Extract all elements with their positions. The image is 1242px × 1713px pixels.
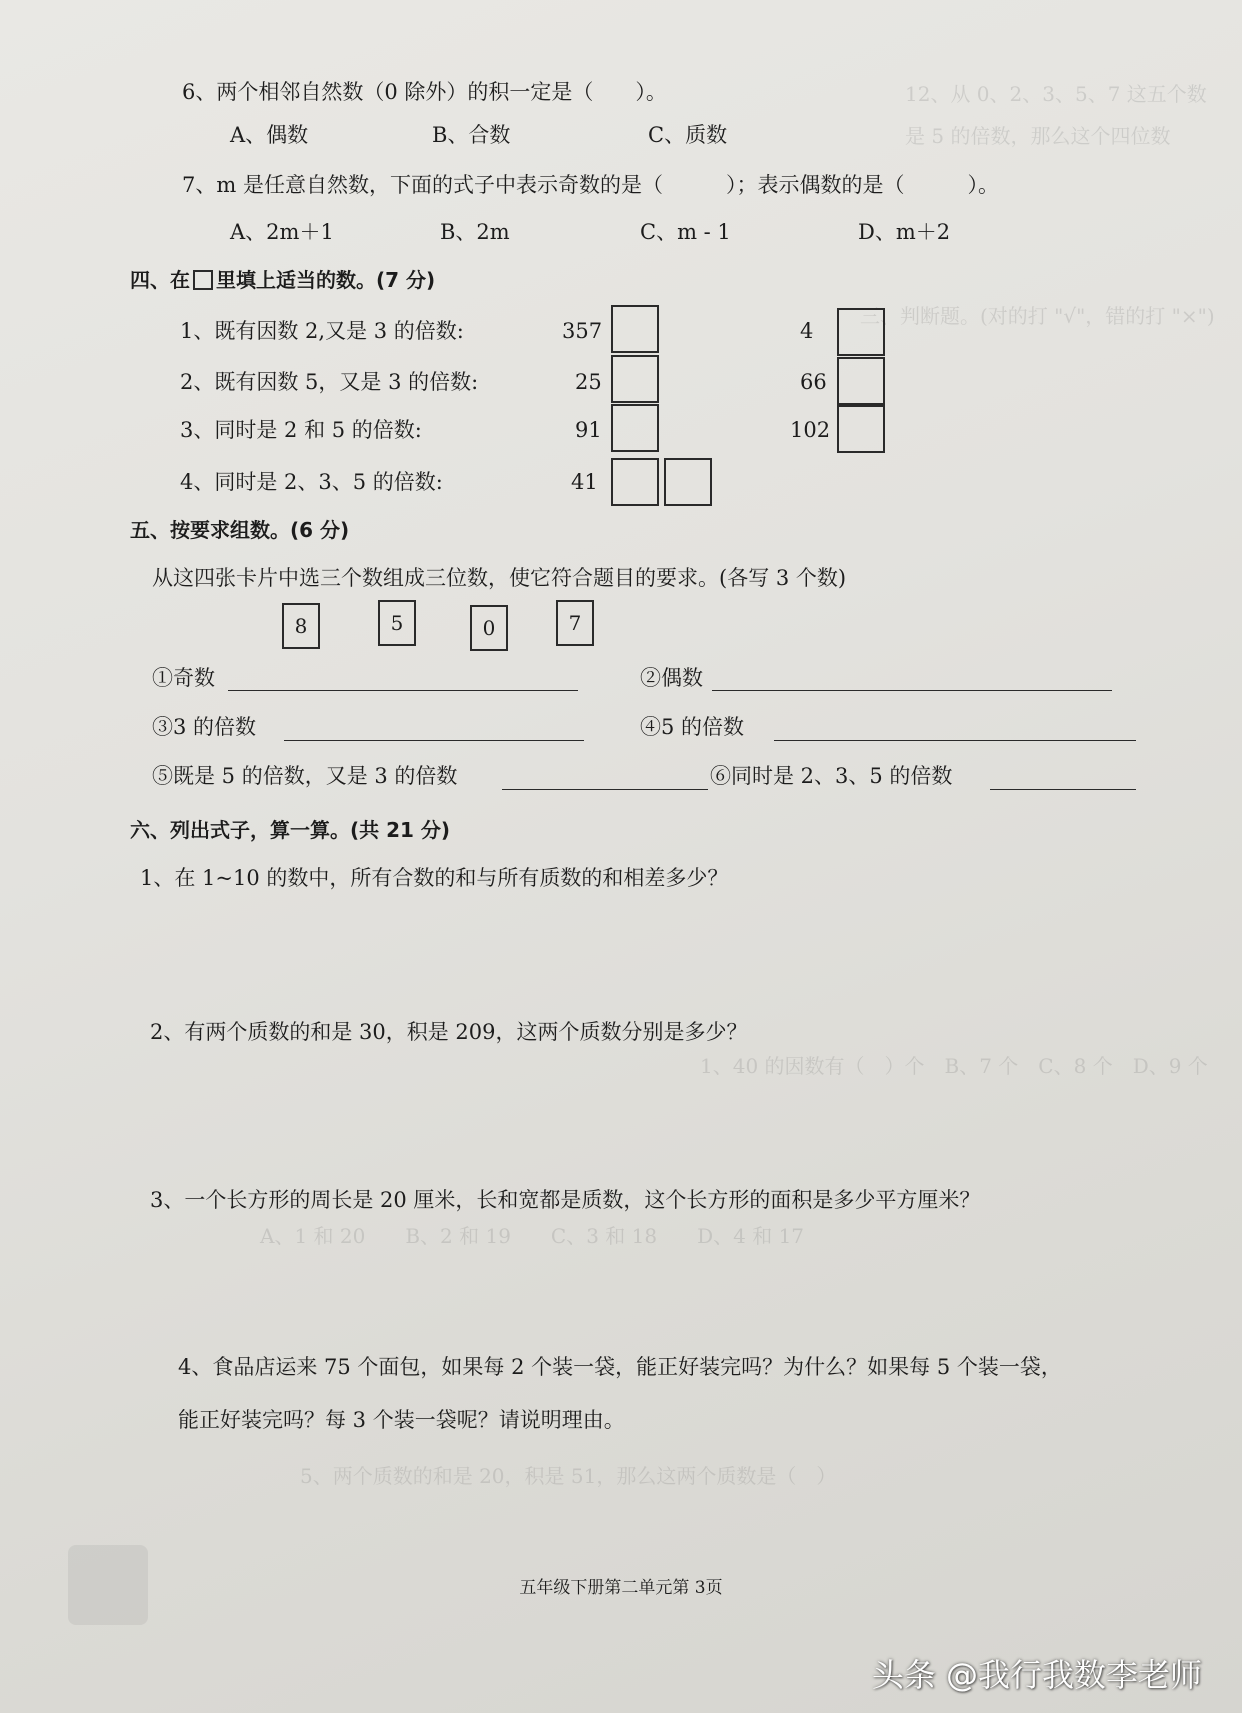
- section-4-title: [130, 270, 435, 290]
- answer-line-even[interactable]: [712, 690, 1112, 691]
- answer-box-4-first[interactable]: [611, 458, 659, 506]
- answer-box-1-left[interactable]: [611, 305, 659, 353]
- q7-option-b: B、2m: [440, 220, 510, 244]
- q7-option-d: D、m＋2: [858, 220, 951, 244]
- answer-box-4-second[interactable]: [664, 458, 712, 506]
- answer-line-multiple-of-3[interactable]: [284, 740, 584, 741]
- answer-box-2-right[interactable]: [837, 357, 885, 405]
- bleed-through-text: 是 5 的倍数，那么这个四位数: [905, 124, 1171, 148]
- question-6-text: 6、两个相邻自然数（0 除外）的积一定是（ ）。: [182, 80, 667, 104]
- q6-option-a: A、偶数: [230, 123, 309, 147]
- prompt-odd: ①奇数: [152, 666, 215, 690]
- q7-option-c: C、m - 1: [640, 220, 731, 244]
- answer-line-odd[interactable]: [228, 690, 578, 691]
- section-6-question-2: 2、有两个质数的和是 30，积是 209，这两个质数分别是多少？: [150, 1020, 748, 1044]
- bleed-through-text: 5、两个质数的和是 20，积是 51，那么这两个质数是（ ）: [300, 1464, 837, 1488]
- q6-option-b: B、合数: [432, 123, 511, 147]
- section-4-item-1-left-number: 357: [562, 319, 603, 343]
- prompt-even: ②偶数: [640, 666, 703, 690]
- prompt-multiple-of-5: ④5 的倍数: [640, 715, 745, 739]
- answer-line-multiple-of-2-3-5[interactable]: [990, 789, 1136, 790]
- section-6-question-4-line-2: 能正好装完吗？每 3 个装一袋呢？请说明理由。: [178, 1408, 625, 1432]
- section-6-question-4-line-1: 4、食品店运来 75 个面包，如果每 2 个装一袋，能正好装完吗？为什么？如果每 5 个装一袋，: [178, 1355, 1062, 1379]
- page-footer: 五年级下册第二单元第 3页: [519, 1578, 723, 1598]
- section-4-item-1-label: 1、既有因数 2,又是 3 的倍数:: [180, 319, 464, 343]
- bleed-through-text: 三、判断题。(对的打 "√"，错的打 "×"): [860, 304, 1215, 328]
- number-card: 7: [556, 600, 594, 646]
- section-4-item-4-left-number: 41: [571, 470, 598, 494]
- section-6-question-1: 1、在 1~10 的数中，所有合数的和与所有质数的和相差多少？: [140, 866, 729, 890]
- section-5-title: 五、按要求组数。(6 分): [130, 518, 350, 542]
- number-card: 8: [282, 603, 320, 649]
- answer-box-3-right[interactable]: [837, 405, 885, 453]
- answer-box-1-right[interactable]: [837, 308, 885, 356]
- section-5-instruction: 从这四张卡片中选三个数组成三位数，使它符合题目的要求。(各写 3 个数): [152, 566, 847, 590]
- section-4-item-2-label: 2、既有因数 5，又是 3 的倍数:: [180, 370, 479, 394]
- q7-option-a: A、2m＋1: [230, 220, 334, 244]
- section-4-item-3-right-number: 102: [790, 418, 831, 442]
- section-4-item-3-left-number: 91: [575, 418, 602, 442]
- answer-line-multiple-of-5[interactable]: [774, 740, 1136, 741]
- section-4-title-prefix: 四、在: [130, 268, 190, 292]
- section-4-title-suffix: 里填上适当的数。(7 分): [216, 268, 436, 292]
- section-4-item-3-label: 3、同时是 2 和 5 的倍数:: [180, 418, 422, 442]
- section-4-item-1-right-number: 4: [800, 319, 814, 343]
- number-card: 5: [378, 600, 416, 646]
- bleed-through-text: 1、40 的因数有（ ）个 B、7 个 C、8 个 D、9 个: [700, 1054, 1208, 1078]
- section-4-item-2-right-number: 66: [800, 370, 827, 394]
- prompt-multiple-of-5-and-3: ⑤既是 5 的倍数，又是 3 的倍数: [152, 764, 458, 788]
- prompt-multiple-of-3: ③3 的倍数: [152, 715, 257, 739]
- number-card: 0: [470, 605, 508, 651]
- question-7-text: 7、m 是任意自然数，下面的式子中表示奇数的是（ ）；表示偶数的是（ ）。: [182, 173, 999, 197]
- section-6-question-3: 3、一个长方形的周长是 20 厘米，长和宽都是质数，这个长方形的面积是多少平方厘米？: [150, 1188, 981, 1212]
- prompt-multiple-of-2-3-5: ⑥同时是 2、3、5 的倍数: [710, 764, 953, 788]
- watermark: 头条 @我行我数李老师: [871, 1656, 1202, 1694]
- answer-box-2-left[interactable]: [611, 355, 659, 403]
- section-6-title: 六、列出式子，算一算。(共 21 分): [130, 818, 451, 842]
- q6-option-c: C、质数: [648, 123, 728, 147]
- answer-line-multiple-of-5-and-3[interactable]: [502, 789, 708, 790]
- section-4-item-4-label: 4、同时是 2、3、5 的倍数:: [180, 470, 443, 494]
- bleed-through-text: A、1 和 20 B、2 和 19 C、3 和 18 D、4 和 17: [260, 1224, 805, 1248]
- answer-box-3-left[interactable]: [611, 404, 659, 452]
- bleed-through-text: 12、从 0、2、3、5、7 这五个数: [905, 82, 1207, 106]
- section-4-item-2-left-number: 25: [575, 370, 602, 394]
- blank-box-icon: [193, 270, 213, 290]
